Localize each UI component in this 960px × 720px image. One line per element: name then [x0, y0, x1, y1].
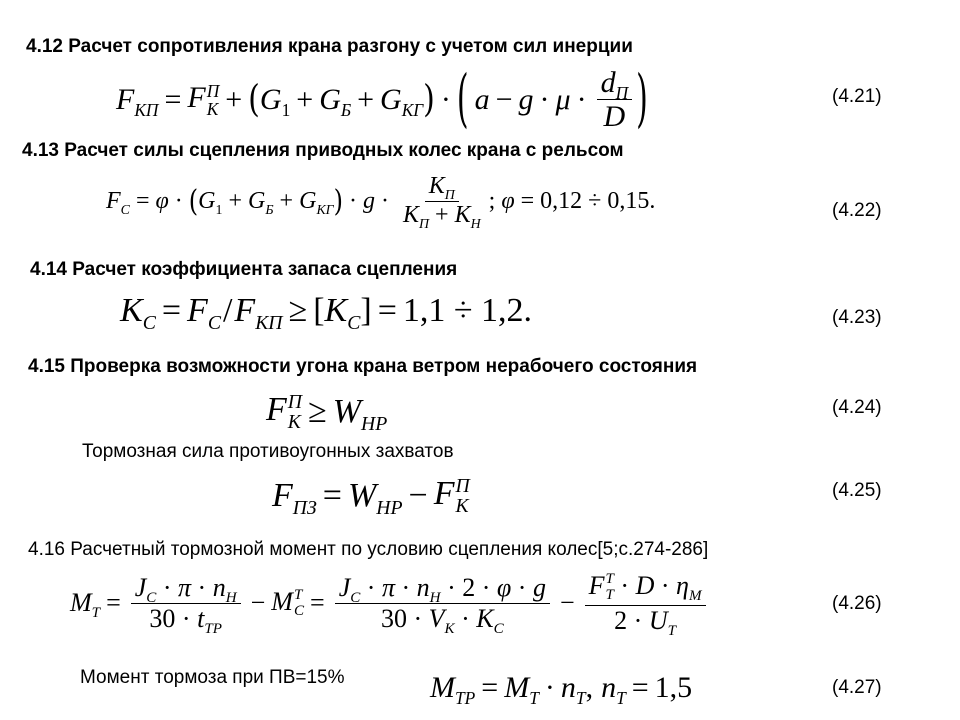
coef-range: 0,12 ÷ 0,15. [540, 187, 656, 214]
heading-4-16: 4.16 Расчетный тормозной момент по условию сцепления колес[5;с.274-286] [28, 539, 709, 560]
formula-4-23: $K_C$ = $F_C$ / $F_{КП}$ ≥ [ $K_C$ ] = 1,1 ÷ 1,2. [120, 292, 533, 334]
heading-4-15: 4.15 Проверка возможности угона крана ветром нерабочего состояния [28, 356, 698, 377]
formula-4-22: $F_C$ = φ · ( $G_1$ + $G_Б$ + $G_{КГ}$ ) · g · $\frac{K_П}{K_П + K_Н}$ ; φ = 0,12 ÷ 0,15. [106, 173, 656, 232]
formula-4-21: $F_{КП}$ = F П К + ( $G_1$ + $G_Б$ + $G_{КГ}$ ) · ( a − g · μ · $\frac{d_П}{D}$ ) [116, 62, 648, 137]
ratio-range: 1,1 ÷ 1,2. [402, 292, 533, 329]
n-value: 1,5 [654, 671, 693, 704]
formula-4-25: $F_{ПЗ}$ = $W_{НР}$ − F П К [272, 474, 470, 519]
eq-number-4-23: (4.23) [832, 307, 882, 328]
heading-4-13: 4.13 Расчет силы сцепления приводных колес крана с рельсом [22, 140, 624, 161]
eq-number-4-21: (4.21) [832, 86, 882, 107]
heading-4-12: 4.12 Расчет сопротивления крана разгону с учетом сил инерции [26, 36, 633, 57]
eq-number-4-24: (4.24) [832, 397, 882, 418]
formula-4-27: $M_{ТР}$ = $M_Т$ · $n_Т$ , $n_Т$ = 1,5 [430, 671, 693, 708]
eq-number-4-22: (4.22) [832, 200, 882, 221]
heading-4-14: 4.14 Расчет коэффициента запаса сцепления [30, 259, 458, 280]
text-brake-moment-pv: Момент тормоза при ПВ=15% [80, 667, 345, 688]
eq-number-4-27: (4.27) [832, 677, 882, 698]
eq-number-4-26: (4.26) [832, 593, 882, 614]
formula-4-26: $M_Т$ = $\frac{J_C \cdot \pi \cdot n_Н}{30 \cdot t_{ТР}}$ − M Т C = $\frac{J_C \cdot \pi \cdot n_Н \cdot 2 \cdot \varphi \cdot g}{30 \cdot V_К \cdot K_C}$ − F Т Т · $D \cdot \eta_М$ $2 \cdot U_Т$ [70, 562, 710, 644]
formula-4-24: F П К ≥ $W_{НР}$ [266, 390, 388, 435]
eq-number-4-25: (4.25) [832, 480, 882, 501]
text-anti-theft-force: Тормозная сила противоугонных захватов [82, 441, 454, 462]
